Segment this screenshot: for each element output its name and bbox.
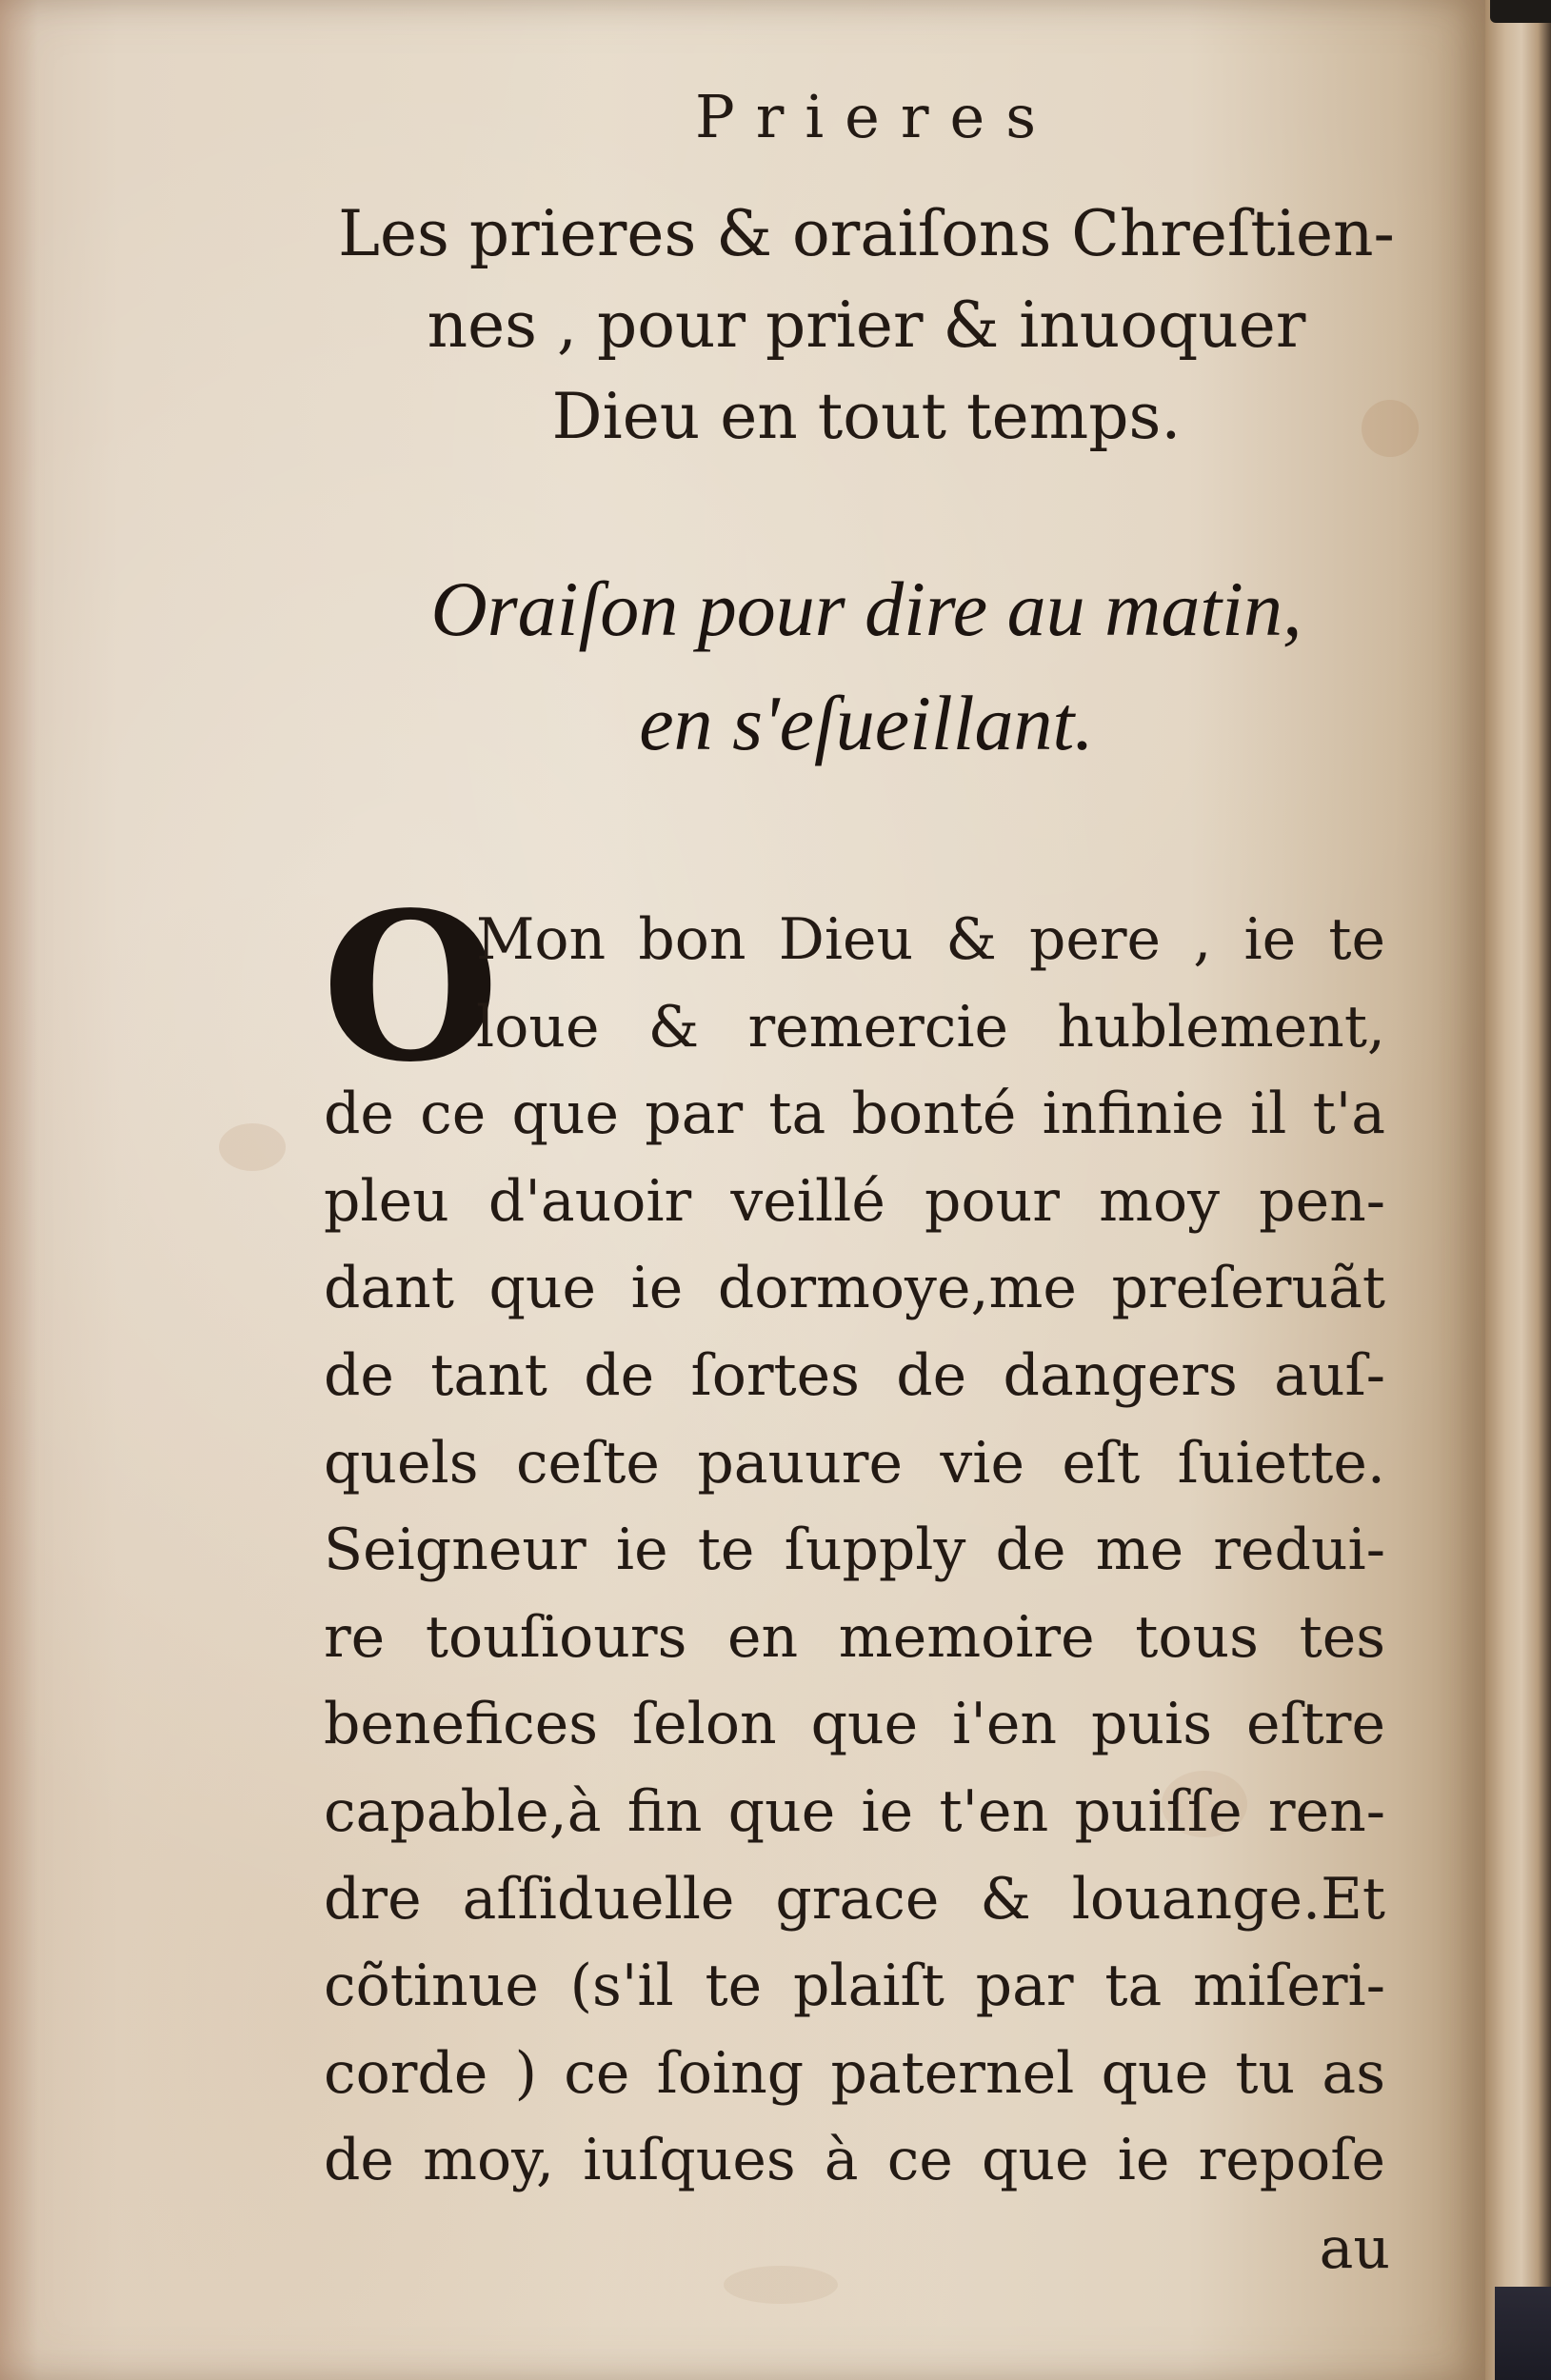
body-line: de ce que par ta bonté infinie il t'a	[324, 1081, 1385, 1148]
page-edge	[1485, 0, 1551, 2380]
body-line: dant que ie dormoye,me preſeruãt	[324, 1255, 1385, 1322]
body-line: pleu d'auoir veillé pour moy pen-	[324, 1167, 1385, 1235]
body-line: quels ceſte pauure vie eſt ſuiette.	[324, 1429, 1385, 1497]
catchword: au	[1319, 2215, 1390, 2282]
section-title	[314, 188, 1419, 463]
body-line: loue & remercie hublement,	[476, 993, 1385, 1061]
title-line: Les prieres & oraiſons Chreſtien-	[338, 197, 1395, 270]
running-head: Prieres	[694, 82, 1058, 151]
paper-stain	[219, 1123, 286, 1171]
prayer-heading-line: Oraiſon pour dire au matin,	[430, 565, 1302, 652]
prayer-heading	[314, 552, 1419, 781]
body-line: Mon bon Dieu & pere , ie te	[476, 906, 1385, 973]
body-line: de tant de ſortes de dangers auſ-	[324, 1341, 1385, 1409]
body-line: cõtinue (s'il te plaiſt par ta miſeri-	[324, 1953, 1385, 2020]
spine-shadow	[0, 0, 38, 2380]
body-line: Seigneur ie te ſupply de me redui-	[324, 1517, 1385, 1584]
prayer-heading-line: en s'eſueillant.	[639, 680, 1094, 766]
prayer-body	[322, 868, 1385, 2205]
body-line: re touſiours en memoire tous tes	[324, 1603, 1385, 1671]
body-line: benefices ſelon que i'en puis eſtre	[324, 1691, 1385, 1758]
title-line: nes , pour prier & inuoquer	[427, 288, 1306, 362]
body-line: corde ) ce ſoing paternel que tu as	[324, 2039, 1385, 2107]
title-line: Dieu en tout temps.	[551, 380, 1182, 453]
body-line: dre aſſiduelle grace & louange.Et	[324, 1865, 1385, 1933]
body-line: capable,à fin que ie t'en puiſſe ren-	[324, 1777, 1385, 1845]
paper-stain	[724, 2266, 838, 2304]
drop-cap: O	[322, 868, 500, 1107]
binding-corner-top	[1490, 0, 1551, 23]
body-line: de moy, iuſques à ce que ie repoſe	[324, 2127, 1385, 2194]
binding-corner-bottom	[1495, 2287, 1551, 2380]
